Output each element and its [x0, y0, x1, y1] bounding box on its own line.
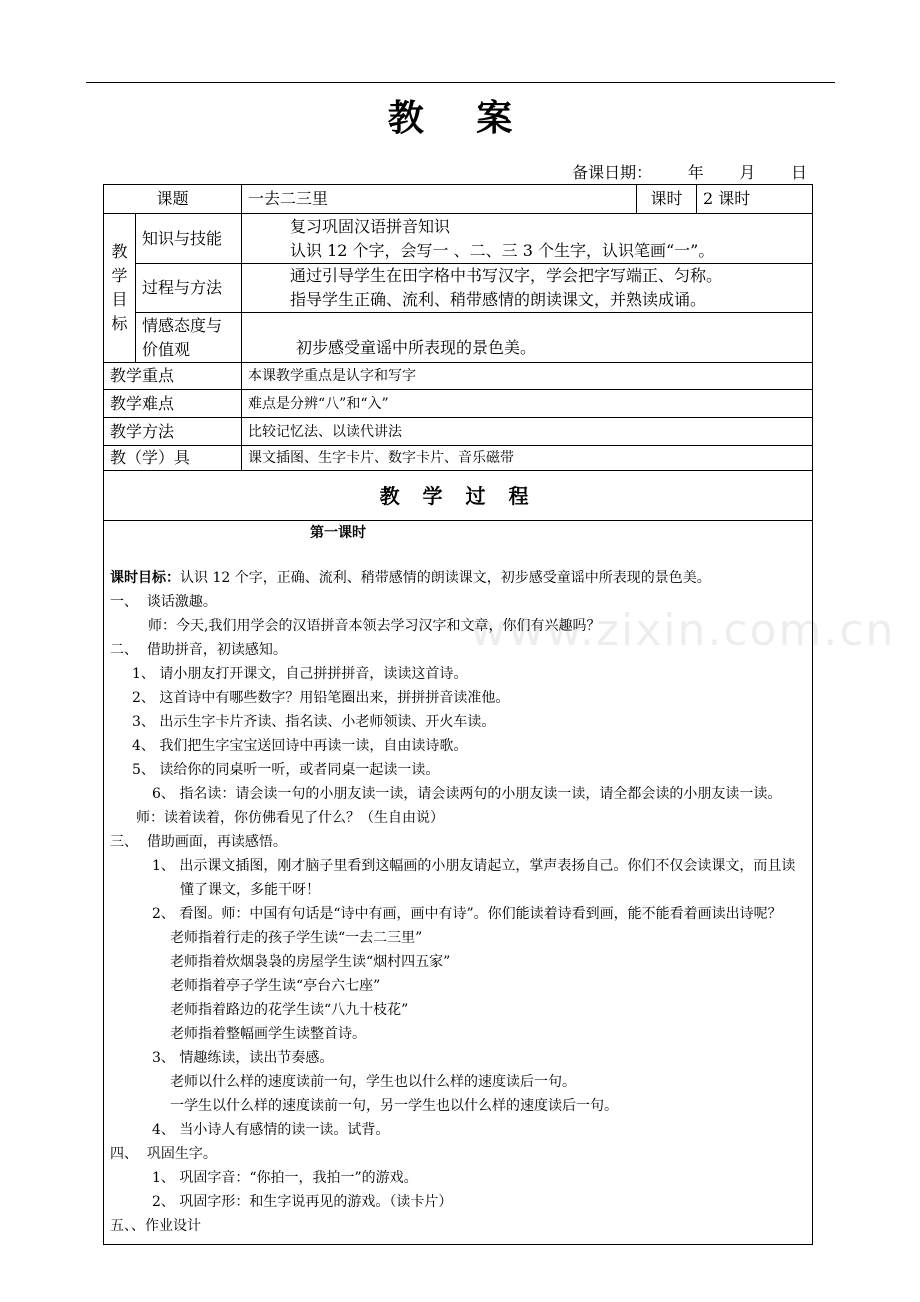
- goal-label-process: 过程与方法: [136, 264, 242, 313]
- lesson-title: 第一课时: [310, 525, 366, 541]
- section-heading: 五、、作业设计: [110, 1218, 201, 1234]
- goal-label-knowledge: 知识与技能: [136, 214, 242, 264]
- month-label: 月: [739, 163, 756, 182]
- objective-label: 课时目标：: [110, 570, 180, 586]
- list-item: 5、 读给你的同桌听一听，或者同桌一起读一读。: [132, 762, 440, 778]
- sub-line: 一学生以什么样的速度读前一句，另一学生也以什么样的速度读后一句。: [170, 1098, 618, 1114]
- list-item: 4、 当小诗人有感情的读一读。试背。: [152, 1122, 390, 1138]
- section-heading: 四、 巩固生字。: [110, 1146, 217, 1162]
- list-item: 1、 出示课文插图，刚才脑子里看到这幅画的小朋友请起立，掌声表扬自己。你们不仅会读课文，而且读懂了课文，多能干呀！: [152, 858, 796, 898]
- goal-process-line: 通过引导学生在田字格中书写汉字，学会把字写端正、匀称。: [290, 266, 723, 285]
- teacher-line: 师：今天,我们用学会的汉语拼音本领去学习汉字和文章，你们有兴趣吗？: [148, 618, 601, 634]
- goal-knowledge-content: [242, 214, 813, 264]
- lesson-plan-table: [103, 184, 813, 1245]
- difficulty-label: 教学难点: [104, 390, 242, 418]
- list-item: 1、 请小朋友打开课文，自己拼拼拼音，读读这首诗。: [132, 666, 468, 682]
- process-title: 教 学 过 程: [104, 471, 813, 521]
- tools-value: 课文插图、生字卡片、数字卡片、音乐磁带: [242, 446, 813, 471]
- hours-value: 2 课时: [697, 185, 813, 214]
- goal-attitude-line: 初步感受童谣中所表现的景色美。: [296, 338, 537, 357]
- sub-line: 老师指着路边的花学生读“八九十枝花”: [170, 1002, 409, 1018]
- year-label: 年: [687, 163, 704, 182]
- goals-group-label: 教 学 目 标: [104, 214, 136, 363]
- tools-label: 教（学）具: [104, 446, 242, 471]
- day-label: 日: [790, 163, 807, 182]
- topic-value: 一去二三里: [242, 185, 637, 214]
- method-label: 教学方法: [104, 418, 242, 446]
- list-item: 2、 这首诗中有哪些数字？用铅笔圈出来，拼拼拼音读准他。: [132, 690, 510, 706]
- sub-line: 老师指着亭子学生读“亭台六七座”: [170, 978, 381, 994]
- goal-knowledge-line: 认识 12 个字，会写一 、二、三 3 个生字，认识笔画“一”。: [290, 240, 715, 260]
- sub-line: 老师指着炊烟袅袅的房屋学生读“烟村四五家”: [170, 954, 451, 970]
- key-point-label: 教学重点: [104, 363, 242, 390]
- section-heading: 一、 谈话激趣。: [110, 594, 217, 610]
- hours-label: 课时: [637, 185, 697, 214]
- watermark: www.zixin.com.cn: [470, 605, 896, 656]
- page-title: 教 案: [387, 98, 533, 139]
- topic-label: 课题: [104, 185, 242, 214]
- lesson-objective: [110, 566, 806, 590]
- difficulty-value: 难点是分辨“八”和“入”: [242, 390, 813, 418]
- list-item: 6、 指名读：请会读一句的小朋友读一读，请会读两句的小朋友读一读，请全都会读的小朋友读一读。: [152, 786, 782, 802]
- sub-line: 老师指着整幅画学生读整首诗。: [170, 1026, 366, 1042]
- list-item: 2、 巩固字形：和生字说再见的游戏。（读卡片）: [152, 1194, 453, 1210]
- list-item: 1、 巩固字音：“你拍一，我拍一”的游戏。: [152, 1170, 418, 1186]
- goal-label-attitude: 情感态度与价值观: [136, 313, 242, 363]
- goal-knowledge-line: 复习巩固汉语拼音知识: [290, 216, 451, 236]
- objective-text: 认识 12 个字，正确、流利、稍带感情的朗读课文，初步感受童谣中所表现的景色美。: [180, 570, 711, 586]
- list-item: 2、 看图。师：中国有句话是“诗中有画，画中有诗”。你们能读着诗看到画，能不能看着画读出诗呢？: [152, 906, 782, 922]
- goal-attitude-content: [242, 313, 813, 363]
- header-rule: [86, 82, 835, 83]
- key-point-value: 本课教学重点是认字和写字: [242, 363, 813, 390]
- list-item: 3、 情趣练读，读出节奏感。: [152, 1050, 334, 1066]
- prep-date-line: [572, 160, 807, 183]
- date-label: 备课日期：: [572, 163, 653, 182]
- section-heading: 二、 借助拼音，初读感知。: [110, 642, 287, 658]
- method-value: 比较记忆法、以读代讲法: [242, 418, 813, 446]
- sub-line: 老师指着行走的孩子学生读“一去二三里”: [170, 930, 423, 946]
- list-item: 3、 出示生字卡片齐读、指名读、小老师领读、开火车读。: [132, 714, 496, 730]
- goal-process-line: 指导学生正确、流利、稍带感情的朗读课文，并熟读成诵。: [290, 290, 707, 309]
- list-item: 4、 我们把生字宝宝送回诗中再读一读，自由读诗歌。: [132, 738, 468, 754]
- goal-process-content: [242, 264, 813, 313]
- sub-line: 老师以什么样的速度读前一句，学生也以什么样的速度读后一句。: [170, 1074, 576, 1090]
- teacher-line: 师：读着读着，你仿佛看见了什么？（生自由说）: [136, 810, 444, 826]
- section-heading: 三、 借助画面，再读感悟。: [110, 834, 287, 850]
